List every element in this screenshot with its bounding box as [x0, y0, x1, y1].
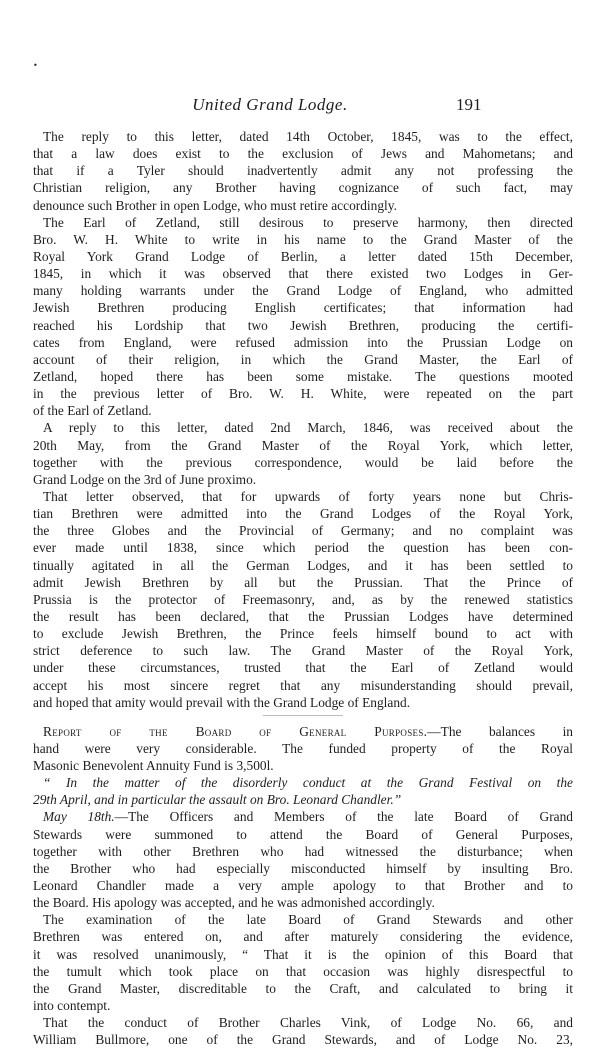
text-line: reached his Lordship that two Jewish Brethren, producing the certifi- [33, 317, 573, 333]
text-run: —The balances in [427, 723, 573, 739]
text-line: That letter observed, that for upwards of forty years none but Chris- [43, 488, 573, 504]
text-line: Brethren was entered on, and after maturely considering the evidence, [33, 929, 573, 945]
paragraph-earl-of-zetland [33, 214, 573, 420]
text-line: The reply to this letter, dated 14th October, 1845, was to the effect, [43, 129, 573, 144]
section-divider [263, 715, 343, 716]
text-line: in the previous letter of Bro. W. H. White, were repeated on the part [33, 386, 573, 402]
text-line: it was resolved unanimously, “ That it is the opinion of this Board that [33, 946, 573, 962]
stray-ink-mark: • [31, 59, 41, 72]
text-line: the Grand Master, discreditable to the Craft, and calculated to bring it [33, 980, 573, 996]
text-line: 20th May, from the Grand Master of the Royal York, which letter, [33, 437, 573, 453]
running-title: United Grand Lodge. [192, 95, 348, 114]
text-line: Jewish Brethren producing English certificates; that information had [33, 300, 573, 316]
text-line: tinually agitated in all the German Lodges, and it has been settled to [33, 557, 573, 573]
text-line: hand were very considerable. The funded property of the Royal [33, 740, 573, 756]
text-line: The examination of the late Board of Grand Stewards and other [43, 912, 573, 928]
text-line: 1845, in which it was observed that there existed two Lodges in Ger- [33, 266, 573, 282]
paragraph-reply-march [33, 419, 573, 488]
page-number: 191 [456, 95, 482, 114]
text-line: many holding warrants under the Grand Lodge of England, who admitted [33, 283, 573, 299]
text-line: The Earl of Zetland, still desirous to preserve harmony, then directed [43, 214, 573, 230]
text-line: Prussia is the protector of Freemasonry, and, as by the renewed statistics [33, 591, 573, 607]
text-line: admit Jewish Brethren by all but the Prussian. That the Prince of [33, 574, 573, 590]
date-run: May 18th. [43, 809, 115, 825]
text-line: cates from England, were refused admission into the Prussian Lodge on [33, 334, 573, 350]
text-line: of the Earl of Zetland. [33, 403, 152, 419]
text-line: 29th April, and in particular the assault on Bro. Leonard Chandler.” [33, 792, 402, 808]
text-line: under these circumstances, trusted that the Earl of Zetland would [33, 660, 573, 676]
running-header [0, 95, 610, 117]
text-line: account of their religion, in which the Grand Master, the Earl of [33, 351, 573, 367]
paragraph-letter-observed [33, 488, 573, 711]
paragraph-report-general-purposes [33, 723, 573, 774]
text-line: into contempt. [33, 998, 111, 1014]
text-line: Bro. W. H. White to write in his name to the Grand Master of the [33, 231, 573, 247]
paragraph-conduct-vink [33, 1014, 573, 1048]
text-line: accept his most sincere regret that any misunderstanding should prevail, [33, 677, 573, 693]
text-line: William Bullmore, one of the Grand Stewards, and of Lodge No. 23, [33, 1032, 573, 1048]
paragraph-quote-disorderly-conduct [33, 774, 573, 808]
text-line: the Brother who had especially misconducted himself by insulting Bro. [33, 860, 573, 876]
text-line: tian Brethren were admitted into the Grand Lodges of the Royal York, [33, 506, 573, 522]
paragraph-reply-october [33, 128, 573, 214]
text-line: that if a Tyler should inadvertently admit any not professing the [33, 163, 573, 179]
text-line [33, 723, 573, 740]
section-heading: Report of the Board of General Purposes. [43, 723, 428, 739]
text-line: “ In the matter of the disorderly conduct at the Grand Festival on the [43, 775, 573, 791]
paragraph-may-18th [33, 808, 573, 911]
page-body [33, 128, 573, 1048]
text-line: That the conduct of Brother Charles Vink, of Lodge No. 66, and [43, 1015, 573, 1031]
text-line: denounce such Brother in open Lodge, who must retire accordingly. [33, 197, 397, 213]
text-line: Masonic Benevolent Annuity Fund is 3,500l. [33, 758, 274, 774]
text-line: Grand Lodge on the 3rd of June proximo. [33, 471, 257, 487]
text-line: the Board. His apology was accepted, and he was admonished accordingly. [33, 895, 435, 911]
text-line: Stewards were summoned to attend the Board of General Purposes, [33, 826, 573, 842]
text-line: A reply to this letter, dated 2nd March, 1846, was received about the [43, 420, 573, 436]
text-line: that a law does exist to the exclusion of Jews and Mahometans; and [33, 146, 573, 162]
text-line: the tumult which took place on that occasion was highly disrespectful to [33, 963, 573, 979]
text-line: the three Globes and the Provincial of Germany; and no complaint was [33, 523, 573, 539]
text-line: ever made until 1838, since which period the question has been con- [33, 540, 573, 556]
text-line: strict deference to such law. The Grand Master of the Royal York, [33, 643, 573, 659]
text-line: Leonard Chandler made a very ample apology to that Brother and to [33, 878, 573, 894]
text-line: the result has been declared, that the Prussian Lodges have determined [33, 608, 573, 624]
text-line: Zetland, hoped there has been some mistake. The questions mooted [33, 368, 573, 384]
text-line: together with the previous correspondence, would be laid before the [33, 454, 573, 470]
text-line: to exclude Jewish Brethren, the Prince feels himself bound to act with [33, 626, 573, 642]
text-line: together with other Brethren who had witnessed the disturbance; when [33, 843, 573, 859]
text-line: and hoped that amity would prevail with the Grand Lodge of England. [33, 694, 411, 710]
text-run: —The Officers and Members of the late Board of Grand [114, 809, 573, 825]
paragraph-examination [33, 911, 573, 1014]
text-line: Royal York Grand Lodge of Berlin, a letter dated 15th December, [33, 248, 573, 264]
text-line: Christian religion, any Brother having cognizance of such fact, may [33, 180, 573, 196]
text-line [33, 808, 573, 825]
